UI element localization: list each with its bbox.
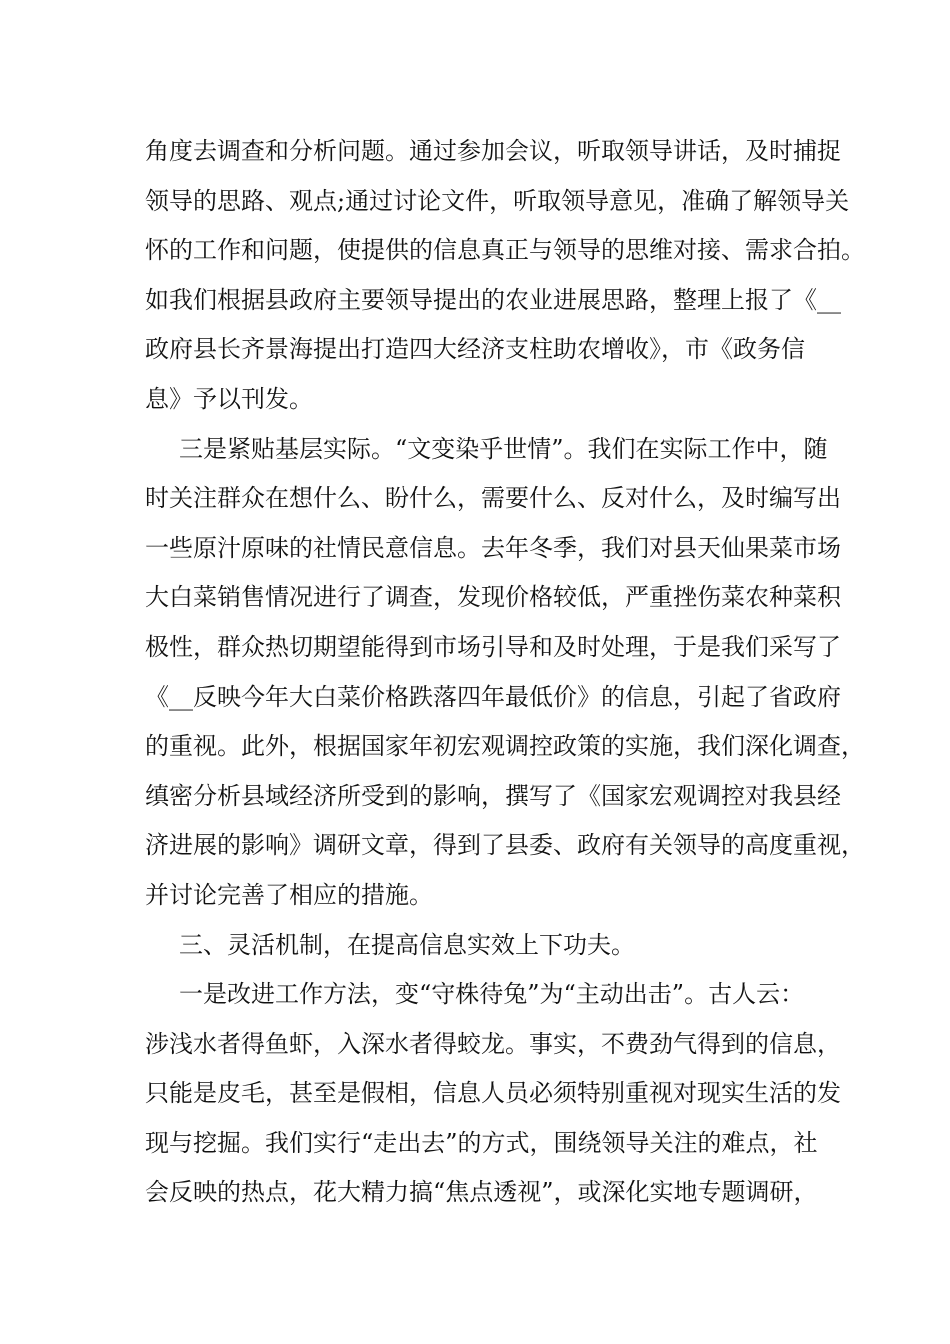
text-line: 角度去调查和分析问题。通过参加会议，听取领导讲话，及时捕捉 <box>145 137 841 165</box>
text-line: 会反映的热点，花大精力搞“焦点透视”，或深化实地专题调研， <box>145 1178 818 1207</box>
text-line: 领导的思路、观点;通过讨论文件，听取领导意见，准确了解领导关 <box>145 186 850 215</box>
text-line: 大白菜销售情况进行了调查，发现价格较低，严重挫伤菜农种菜积 <box>145 583 841 612</box>
text-line: 政府县长齐景海提出打造四大经济支柱助农增收》，市《政务信 <box>145 335 805 364</box>
section-heading: 三、灵活机制，在提高信息实效上下功夫。 <box>179 930 635 959</box>
text-line: 济进展的影响》调研文章，得到了县委、政府有关领导的高度重视， <box>145 831 865 860</box>
text-line: 怀的工作和问题，使提供的信息真正与领导的思维对接、需求合拍。 <box>145 236 865 265</box>
text-line: 只能是皮毛，甚至是假相，信息人员必须特别重视对现实生活的发 <box>145 1079 841 1108</box>
paragraph-start-line: 一是改进工作方法，变“守株待兔”为“主动出击”。古人云： <box>179 980 805 1009</box>
text-line: 时关注群众在想什么、盼什么，需要什么、反对什么，及时编写出 <box>145 484 841 513</box>
text-line: 极性，群众热切期望能得到市场引导和及时处理，于是我们采写了 <box>145 632 841 661</box>
body-text <box>145 127 865 1218</box>
text-line: 息》予以刊发。 <box>145 384 313 413</box>
text-line: 的重视。此外，根据国家年初宏观调控政策的实施，我们深化调查， <box>145 732 865 761</box>
text-line: 《__反映今年大白菜价格跌落四年最低价》的信息，引起了省政府 <box>145 682 841 711</box>
text-line: 现与挖掘。我们实行“走出去”的方式，围绕领导关注的难点，社 <box>145 1128 818 1157</box>
text-line: 涉浅水者得鱼虾，入深水者得蛟龙。事实，不费劲气得到的信息， <box>145 1029 841 1058</box>
text-line: 并讨论完善了相应的措施。 <box>145 880 433 909</box>
text-line: 如我们根据县政府主要领导提出的农业进展思路，整理上报了《__ <box>145 285 841 314</box>
paragraph-start-line: 三是紧贴基层实际。“文变染乎世情”。我们在实际工作中，随 <box>179 434 828 463</box>
text-line: 缜密分析县域经济所受到的影响，撰写了《国家宏观调控对我县经 <box>145 781 841 810</box>
text-line: 一些原汁原味的社情民意信息。去年冬季，我们对县天仙果菜市场 <box>145 533 841 562</box>
